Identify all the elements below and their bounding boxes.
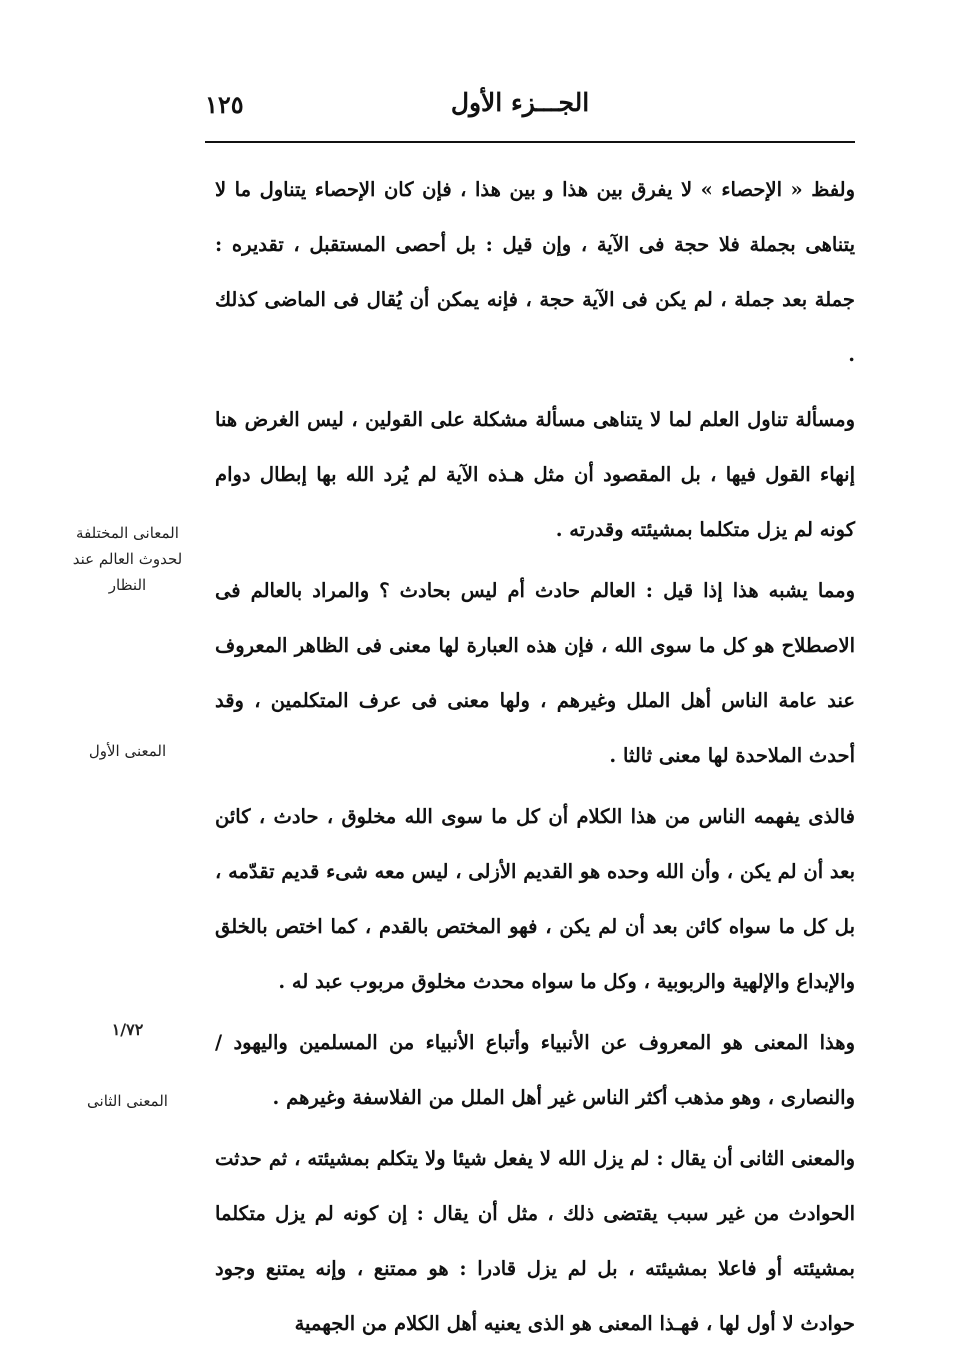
body-text (215, 162, 855, 1357)
running-header-title: الجـــزء الأول (450, 88, 590, 117)
paragraph-ihsa: ولفظ « الإحصاء » لا يفرق بين هذا و بين هذا ، فإن كان الإحصاء يتناول ما لا يتناهى بجملة فلا حجة فى الآية ، وإن قيل : بل أحصى المستقبل ، تقديره : جملة بعد جملة ، لم يكن فى الآية حجة ، فإنه يمكن أن يُقال فى الماضى كذلك . (215, 178, 855, 366)
paragraph-alam: ومما يشبه هذا إذا قيل : العالم حادث أم ليس بحادث ؟ والمراد بالعالم فى الاصطلاح هو كل ما سوى الله ، فإن هذه العبارة لها معنى فى الظاهر المعروف عند عامة الناس أهل الملل وغيرهم ، ولها معنى فى عرف المتكلمين ، وقد أحدث الملاحدة لها معنى ثالثا . (215, 579, 855, 767)
margin-note-first-meaning: المعنى الأول (88, 742, 167, 760)
paragraph-prophets: وهذا المعنى هو المعروف عن الأنبياء وأتباع الأنبياء من المسلمين واليهود / والنصارى ، وهو مذهب أكثر الناس غير أهل الملل من الفلاسفة وغيرهم . (215, 1031, 855, 1109)
paragraph-first-meaning: فالذى يفهمه الناس من هذا الكلام أن كل ما سوى الله مخلوق ، حادث ، كائن بعد أن لم يكن ، وأن الله وحده هو القديم الأزلى ، ليس معه شىء قديم تقدّمه ، بل كل ما سواه كائن بعد أن لم يكن ، فهو المختص بالقدم ، كما اختص بالخلق والإبداع والإلهية والربوبية ، وكل ما سواه محدث مخلوق مربوب عبد له . (215, 805, 855, 993)
margin-note-meanings: المعانى المختلفة لحدوث العالم عند النظار (72, 524, 183, 594)
page-number: ١٢٥ (205, 90, 244, 119)
margin-note-second-meaning: المعنى الثانى (87, 1092, 168, 1110)
paragraph-second-meaning: والمعنى الثانى أن يقال : لم يزل الله لا يفعل شيئا ولا يتكلم بمشيئته ، ثم حدثت الحوادث من غير سبب يقتضى ذلك ، مثل أن يقال : إن كونه لم يزل متكلما بمشيئته أو فاعلا بمشيئته ، بل لم يزل قادرا : هو ممتنع ، وإنه يمتنع وجود حوادث لا أول لها ، فهـذا المعنى هو الذى يعنيه أهل الكلام من الجهمية (215, 1147, 855, 1335)
paragraph-ilm: ومسألة تناول العلم لما لا يتناهى مسألة مشكلة على القولين ، ليس الغرض هنا إنهاء القول فيها ، بل المقصود أن مثل هـذه الآية لم يُرد الله بها إبطال دوام كونه لم يزل متكلما بمشيئته وقدرته . (215, 408, 855, 541)
margin-note-reference: ١/٧٢ (111, 1020, 144, 1039)
header-divider (205, 141, 855, 143)
